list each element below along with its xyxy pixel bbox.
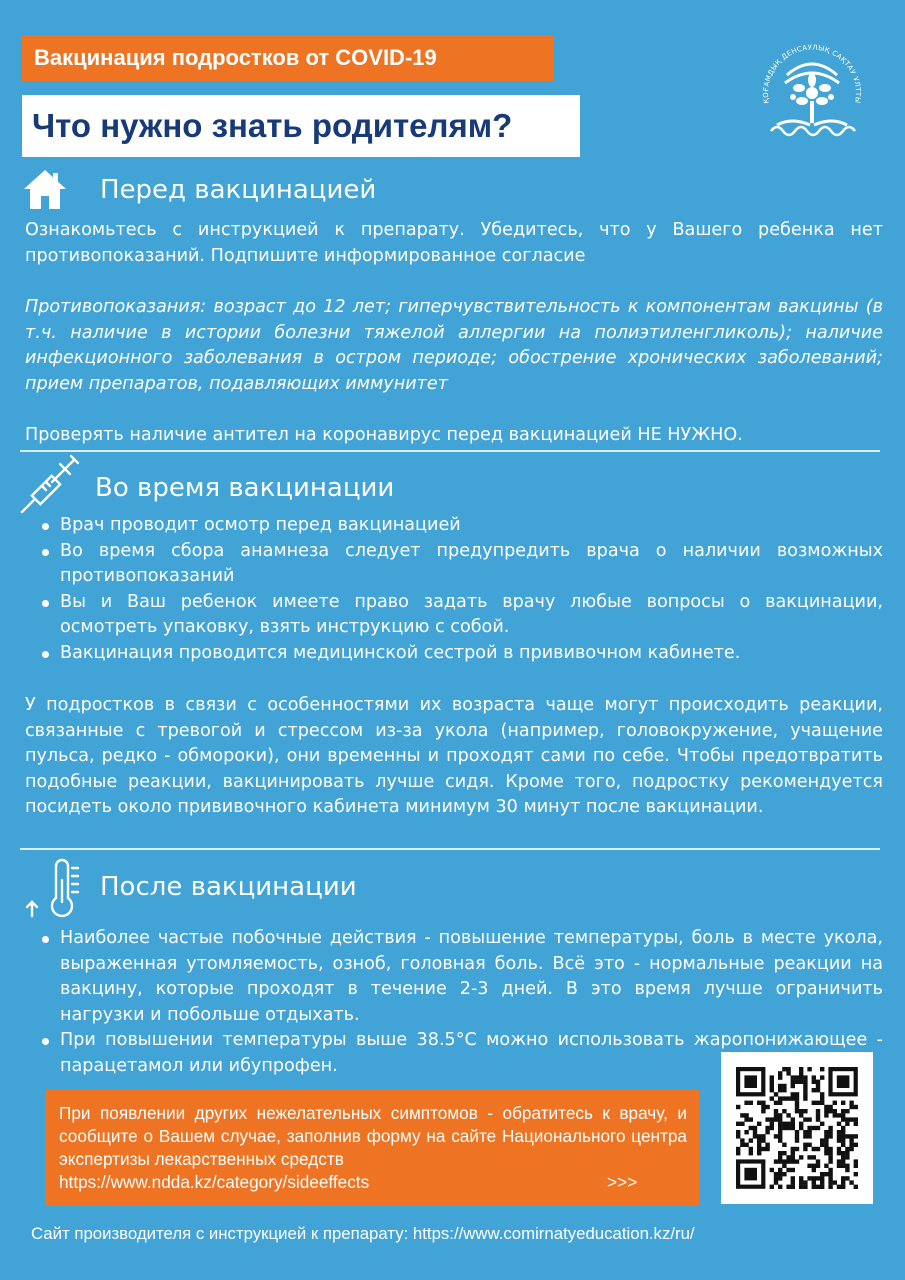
- logo-emblem-icon: [757, 33, 867, 153]
- arrows-icon: >>>: [607, 1172, 638, 1192]
- list-item: Наиболее частые побочные действия - повышение температуры, боль в месте укола, выраженная утомляемость, озноб, головная боль. Всё это - нормальные реакции на вакцину, которые проходят в течение 2-3 дней. В это время лучше ограничить нагрузки и побольше отдыхать.: [38, 926, 883, 1028]
- before-intro: Ознакомьтесь с инструкцией к препарату. Убедитесь, что у Вашего ребенка нет противопоказаний. Подпишите информированное согласие: [25, 220, 883, 266]
- divider: [20, 450, 880, 452]
- qr-code-icon: [721, 1052, 873, 1204]
- logo: [757, 33, 867, 153]
- report-link[interactable]: https://www.ndda.kz/category/sideeffects: [59, 1172, 370, 1192]
- footer-manufacturer-link[interactable]: Сайт производителя с инструкцией к препарату: https://www.comirnatyeducation.kz/ru/: [31, 1224, 695, 1243]
- syringe-icon: [18, 452, 82, 516]
- section-title-before: Перед вакцинацией: [100, 175, 377, 205]
- page-title: Что нужно знать родителям?: [22, 95, 580, 157]
- antibodies-note: Проверять наличие антител на коронавирус перед вакцинацией НЕ НУЖНО.: [25, 425, 743, 445]
- during-list: [38, 513, 883, 666]
- during-note: У подростков в связи с особенностями их возраста чаще могут происходить реакции, связанные с тревогой и стрессом из-за укола (например, головокружение, учащение пульса, редко - обмороки), они временны и проходят сами по себе. Чтобы предотвратить подобные реакции, вакцинировать лучше сидя. Кроме того, подростку рекомендуется посидеть около прививочного кабинета минимум 30 минут после вакцинации.: [25, 695, 883, 817]
- house-icon: [22, 167, 68, 213]
- header-tag: Вакцинация подростков от COVID-19: [22, 35, 554, 81]
- list-item: Вакцинация проводится медицинской сестрой в прививочном кабинете.: [38, 641, 883, 667]
- list-item: Врач проводит осмотр перед вакцинацией: [38, 513, 883, 539]
- thermometer-icon: [22, 856, 86, 920]
- logo-text: ҚОҒАМДЫҚ ДЕНСАУЛЫҚ САҚТАУ ҰЛТТЫ: [761, 43, 863, 105]
- contraindications-text: Противопоказания: возраст до 12 лет; гиперчувствительность к компонентам вакцины (в т.ч. наличие в истории болезни тяжелой аллергии на полиэтиленгликоль); наличие инфекционного заболевания в остром периоде; обострение хронических заболеваний; прием препаратов, подавляющих иммунитет: [25, 297, 883, 394]
- section-title-after: После вакцинации: [100, 872, 357, 902]
- list-item: Вы и Ваш ребенок имеете право задать врачу любые вопросы о вакцинации, осмотреть упаковку, взять инструкцию с собой.: [38, 590, 883, 641]
- report-box: [45, 1090, 699, 1206]
- list-item: При повышении температуры выше 38.5°С можно использовать жаропонижающее - парацетамол или ибупрофен.: [38, 1028, 883, 1079]
- report-box-text: При появлении других нежелательных симптомов - обратитесь к врачу, и сообщите о Вашем случае, заполнив форму на сайте Национального центра экспертизы лекарственных средств: [59, 1103, 687, 1169]
- divider: [20, 848, 880, 850]
- list-item: Во время сбора анамнеза следует предупредить врача о наличии возможных противопоказаний: [38, 539, 883, 590]
- section-title-during: Во время вакцинации: [95, 473, 395, 503]
- qr-code[interactable]: [721, 1052, 873, 1204]
